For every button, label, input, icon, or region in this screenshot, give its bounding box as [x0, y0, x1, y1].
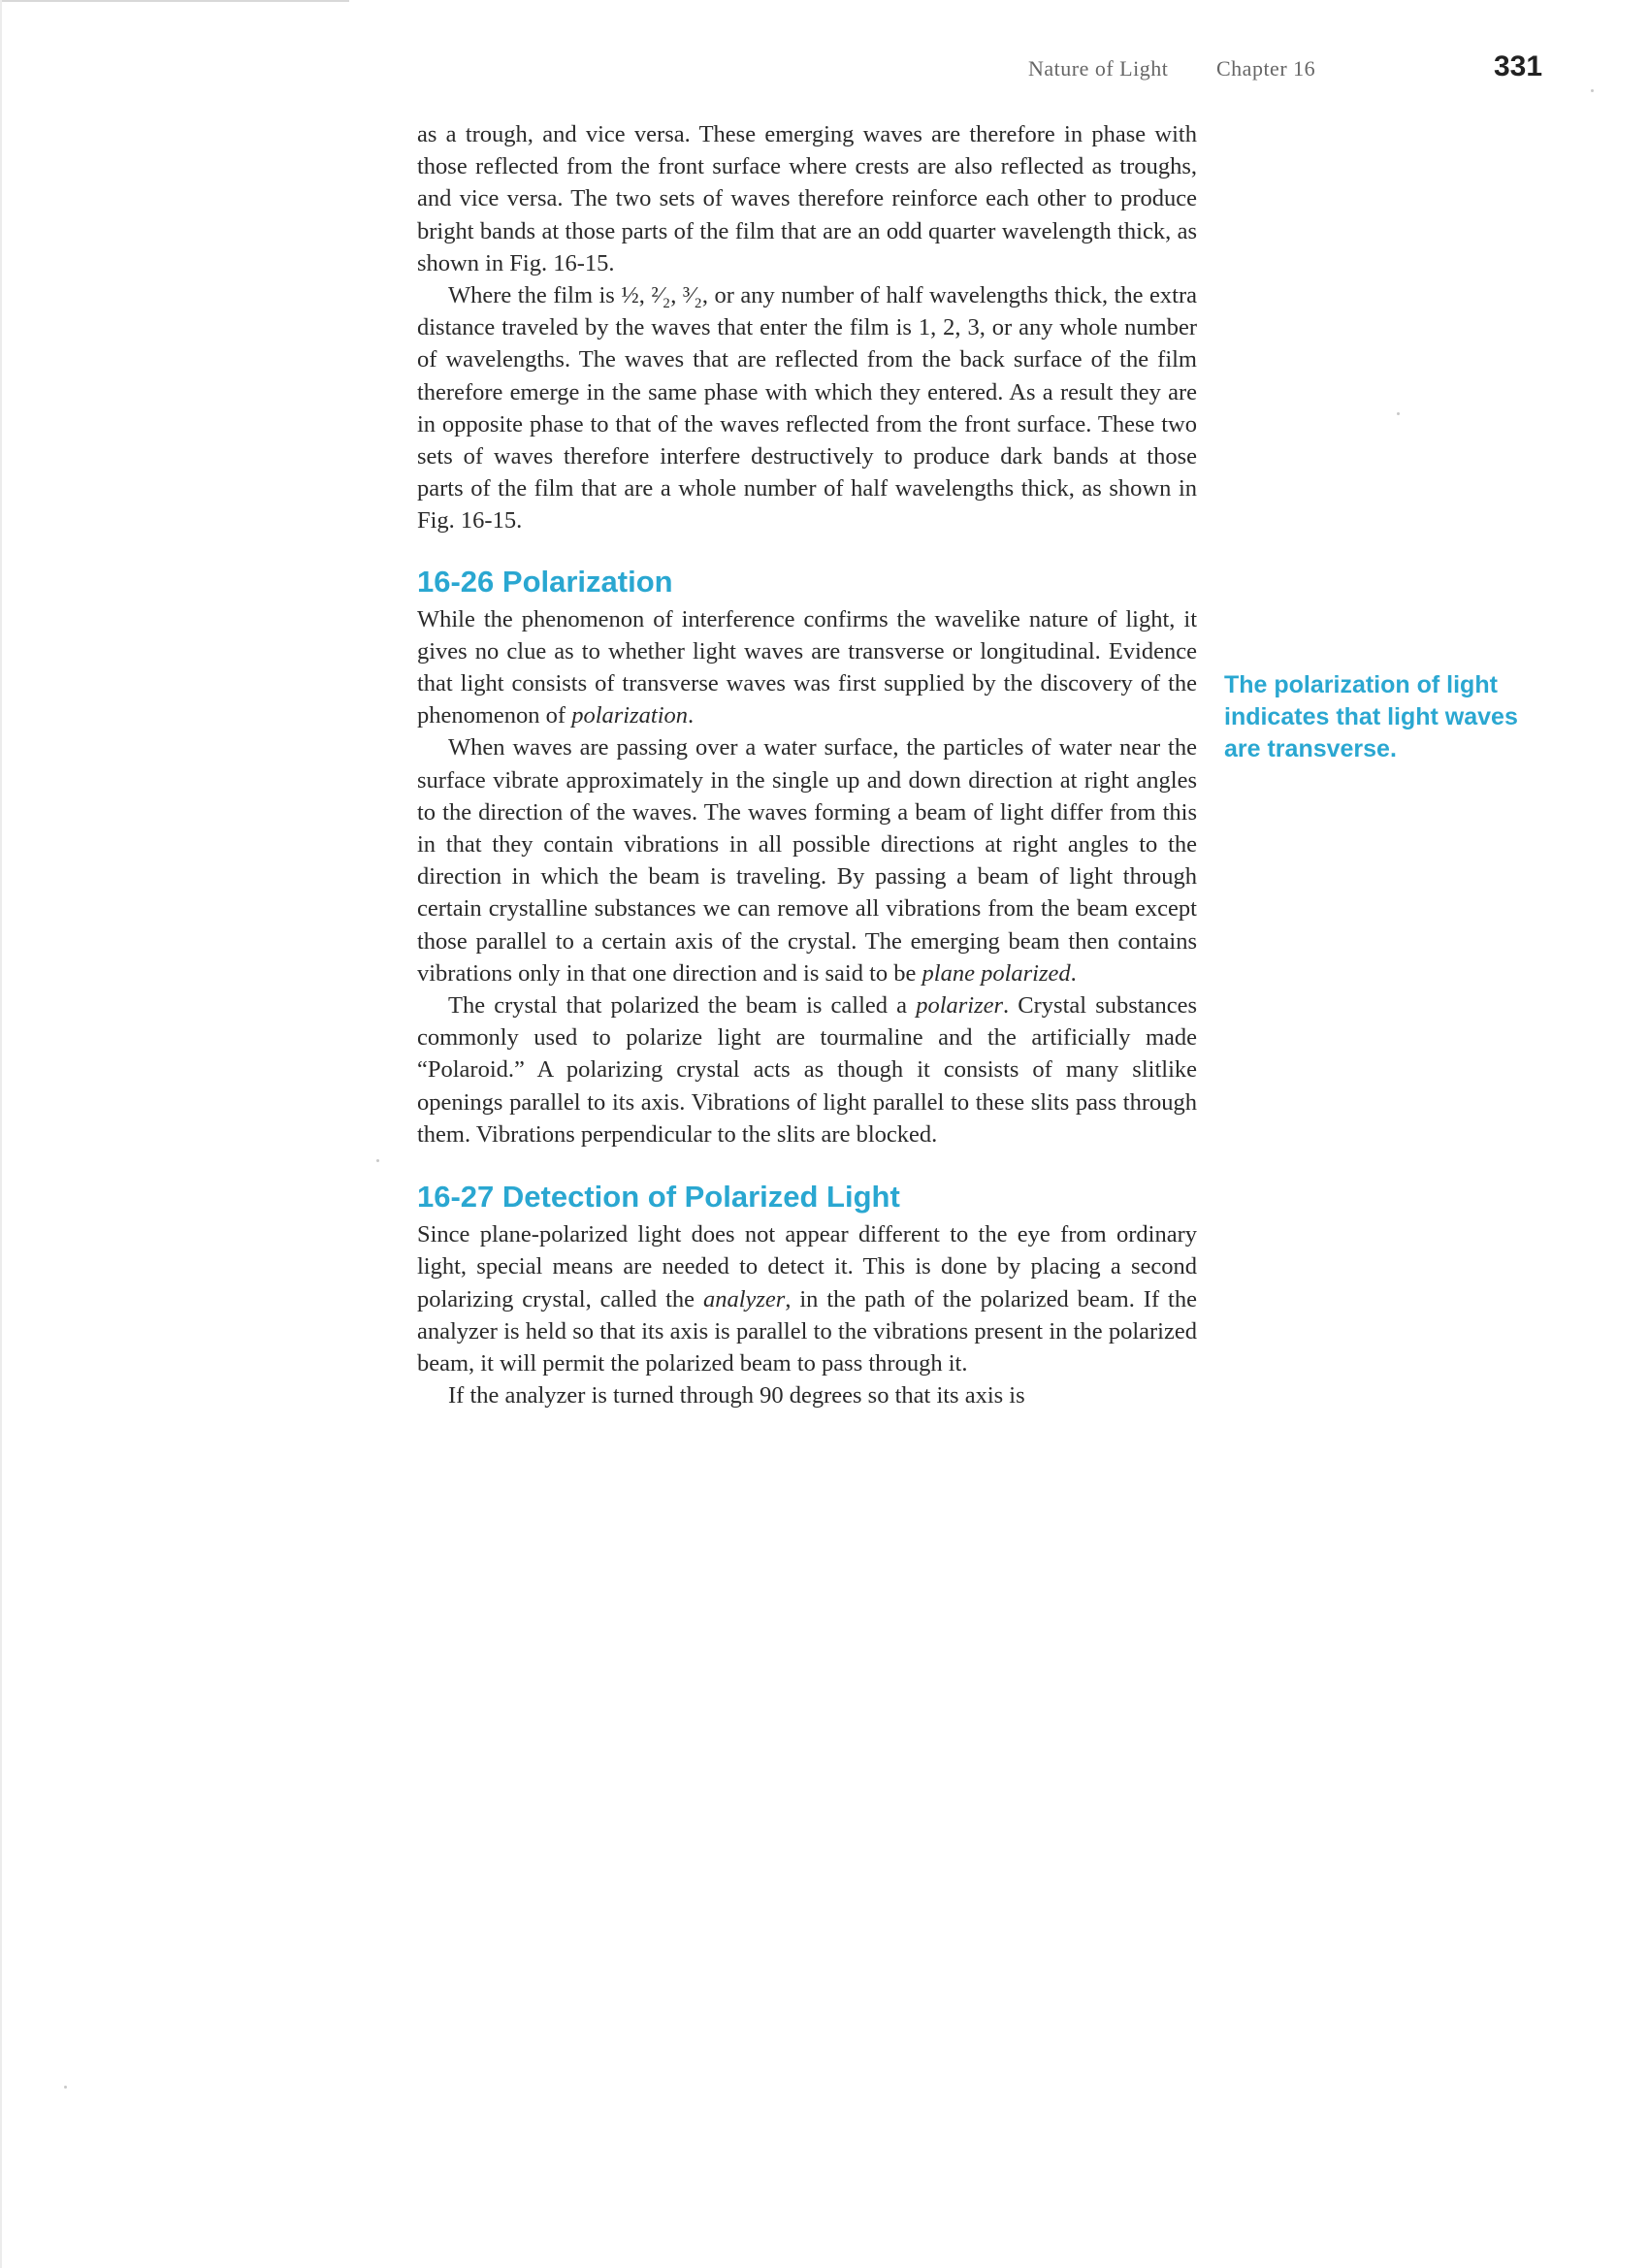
scan-speck — [376, 1159, 379, 1162]
running-title: Nature of Light — [1028, 56, 1169, 81]
page-header — [1028, 50, 1552, 89]
continuation-paragraph-2: Where the film is ½, ²⁄₂, ³⁄₂, or any number of half wavelengths thick, the extra distance traveled by the waves that enter the film is 1, 2, 3, or any whole number of wavelengths. The waves that are reflected from the back surface of the film therefore emerge in the same phase with which they entered. As a result they are in opposite phase to that of the waves reflected from the front surface. These two sets of waves therefore interfere destructively to produce dark bands at those parts of the film that are a whole number of half wavelengths thick, as shown in Fig. 16-15. — [417, 282, 1197, 535]
section-heading-polarization: 16-26 Polarization — [417, 564, 673, 599]
page-number: 331 — [1494, 50, 1543, 82]
polarization-paragraph-3: The crystal that polarized the beam is called a polarizer. Crystal substances commonly used to polarize light are tourmaline and the artificially made “Polaroid.” A polarizing crystal acts as though it consists of many slitlike openings parallel to its axis. Vibrations of light parallel to these slits pass through them. Vibrations perpendicular to the slits are blocked. — [417, 992, 1198, 1148]
continuation-paragraph-1: as a trough, and vice versa. These emerging waves are therefore in phase with those reflected from the front surface where crests are also reflected as troughs, and vice versa. The two sets of waves therefore reinforce each other to produce bright bands at those parts of the film that are an odd quarter wavelength thick, as shown in Fig. 16-15. — [417, 121, 1197, 276]
margin-note: The polarization of light indicates that light waves are transverse. — [1224, 671, 1518, 762]
detection-paragraph-1: Since plane-polarized light does not appear different to the eye from ordinary light, special means are needed to detect it. This is done by placing a second polarizing crystal, called the analyzer, in the path of the polarized beam. If the analyzer is held so that its axis is parallel to the vibrations present in the polarized beam, it will permit the polarized beam to pass through it. — [417, 1221, 1197, 1377]
polarization-paragraph-1: While the phenomenon of interference confirms the wavelike nature of light, it gives no clue as to whether light waves are transverse or longitudinal. Evidence that light consists of transverse waves was first supplied by the discovery of the phenomenon of polarization. — [417, 605, 1197, 729]
section-detection — [417, 1178, 1197, 1411]
main-text-column — [417, 118, 1197, 1411]
scan-edge-top — [0, 0, 349, 2]
section-polarization — [417, 563, 1197, 1150]
section-heading-detection: 16-27 Detection of Polarized Light — [417, 1180, 900, 1215]
chapter-label: Chapter 16 — [1216, 56, 1316, 81]
scan-edge-left — [0, 0, 2, 2268]
scan-speck — [1397, 412, 1400, 415]
polarization-paragraph-2: When waves are passing over a water surface, the particles of water near the surface vibrate approximately in the single up and down direction at right angles to the direction of the waves. The waves forming a beam of light differ from this in that they contain vibrations in all possible directions at right angles to the direction in which the beam is traveling. By passing a beam of light through certain crystalline substances we can remove all vibrations from the beam except those parallel to a certain axis of the crystal. The emerging beam then contains vibrations only in that one direction and is said to be plane polarized. — [417, 734, 1197, 987]
scan-speck — [1591, 89, 1594, 92]
scan-speck — [64, 2086, 67, 2089]
detection-paragraph-2: If the analyzer is turned through 90 degrees so that its axis is — [448, 1382, 1025, 1409]
